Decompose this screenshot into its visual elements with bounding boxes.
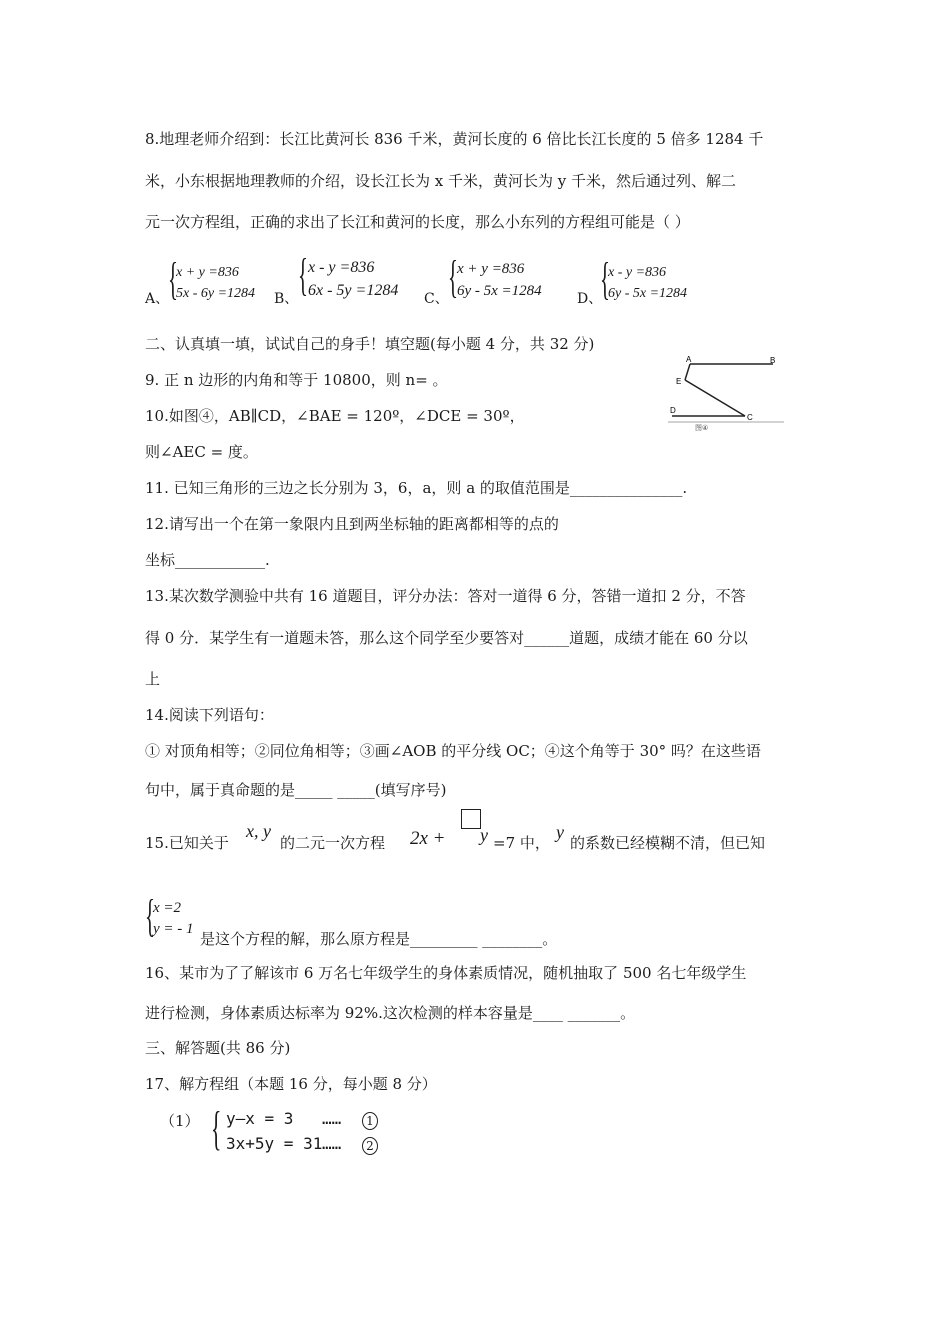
equation: 6x - 5y =1284: [308, 282, 399, 299]
q12-line2: 坐标____________.: [145, 551, 270, 569]
q8-line2: 米，小东根据地理教师的介绍，设长江长为 x 千米，黄河长为 y 千米，然后通过列、解二: [145, 172, 737, 190]
equation: x + y =836: [457, 261, 525, 277]
circled-number-2: 2: [362, 1137, 378, 1155]
label-c: C: [747, 413, 753, 422]
brace: {: [600, 253, 610, 304]
q8-line3: 元一次方程组，正确的求出了长江和黄河的长度，那么小东列的方程组可能是（ ）: [145, 213, 690, 231]
equation: 6y - 5x =1284: [608, 286, 688, 301]
section2-heading: 二、认真填一填，试试自己的身手！填空题(每小题 4 分，共 32 分): [145, 335, 595, 353]
q15-eq-y: y: [480, 825, 488, 845]
q15-vars: x, y: [246, 821, 271, 841]
equation: 5x - 6y =1284: [176, 286, 256, 301]
equation: 6y - 5x =1284: [457, 283, 542, 299]
brace: {: [211, 1102, 222, 1155]
option-label: A、: [145, 291, 170, 307]
equation: x + y =836: [176, 265, 239, 280]
q15-prefix: 15.已知关于: [145, 834, 229, 852]
q11-text: 11. 已知三角形的三边之长分别为 3，6，a，则 a 的取值范围是_______________.: [145, 479, 688, 497]
option-label: D、: [577, 291, 603, 307]
q13-line2: 得 0 分．某学生有一道题未答，那么这个同学至少要答对______道题，成绩才能在 60 分以: [145, 629, 748, 647]
solution-x: x =2: [153, 900, 182, 916]
q16-line1: 16、某市为了了解该市 6 万名七年级学生的身体素质情况，随机抽取了 500 名七年级学生: [145, 964, 747, 982]
dots: ……: [322, 1134, 342, 1153]
q15-suffix: 的系数已经模糊不清，但已知: [570, 834, 766, 852]
option-label: B、: [274, 291, 299, 307]
label-a: A: [686, 355, 692, 364]
q14-line3: 句中，属于真命题的是_____ _____(填写序号): [145, 781, 447, 799]
blurred-coefficient-box: [461, 809, 481, 829]
brace: {: [168, 253, 178, 304]
option-label: C、: [424, 291, 449, 307]
section3-heading: 三、解答题(共 86 分): [145, 1039, 291, 1057]
figure-4-diagram: [660, 350, 790, 435]
q9-text: 9. 正 n 边形的内角和等于 10800，则 n= 。: [145, 371, 448, 389]
q10-line1: 10.如图④，AB∥CD，∠BAE = 120º，∠DCE = 30º，: [145, 407, 525, 425]
q12-line1: 12.请写出一个在第一象限内且到两坐标轴的距离都相等的点的: [145, 515, 559, 533]
label-e: E: [676, 377, 682, 386]
q13-line3: 上: [145, 670, 161, 688]
q13-line1: 13.某次数学测验中共有 16 道题目，评分办法：答对一道得 6 分，答错一道扣 2 分，不答: [145, 587, 746, 605]
q16-line2: 进行检测，身体素质达标率为 92%.这次检测的样本容量是____ _______。: [145, 1004, 636, 1022]
line-ec: [685, 380, 745, 416]
q17-heading: 17、解方程组（本题 16 分，每小题 8 分）: [145, 1075, 437, 1093]
label-d: D: [670, 406, 676, 415]
q14-line1: 14.阅读下列语句：: [145, 706, 274, 724]
brace: {: [145, 890, 155, 941]
solution-y: y = - 1: [153, 921, 194, 937]
q8-line1: 8.地理老师介绍到：长江比黄河长 836 千米，黄河长度的 6 倍比长江长度的 5 倍多 1284 千: [145, 130, 764, 148]
equation: x - y =836: [308, 259, 375, 276]
q15-eq-left: 2x +: [410, 828, 446, 849]
line-ae: [685, 364, 690, 380]
dots: ……: [322, 1109, 342, 1128]
q14-line2: ① 对顶角相等；②同位角相等；③画∠AOB 的平分线 OC；④这个角等于 30° 吗？在这些语: [145, 742, 761, 760]
equation: x - y =836: [608, 265, 667, 280]
q17-eq1: y—x = 3: [226, 1109, 294, 1128]
q10-line2: 则∠AEC = 度。: [145, 443, 258, 461]
q15-tail: 是这个方程的解，那么原方程是_________ ________。: [200, 930, 558, 948]
q17-sub-label: （1）: [160, 1112, 200, 1130]
q15-var-y: y: [556, 822, 564, 842]
brace: {: [298, 249, 308, 300]
label-b: B: [770, 356, 776, 365]
q15-mid: 的二元一次方程: [280, 834, 386, 852]
circled-number-1: 1: [362, 1112, 378, 1130]
q15-eq-right: =7 中，: [493, 834, 550, 852]
brace: {: [448, 251, 458, 302]
figure-caption: 图④: [695, 424, 709, 432]
q17-eq2: 3x+5y = 31: [226, 1134, 323, 1153]
